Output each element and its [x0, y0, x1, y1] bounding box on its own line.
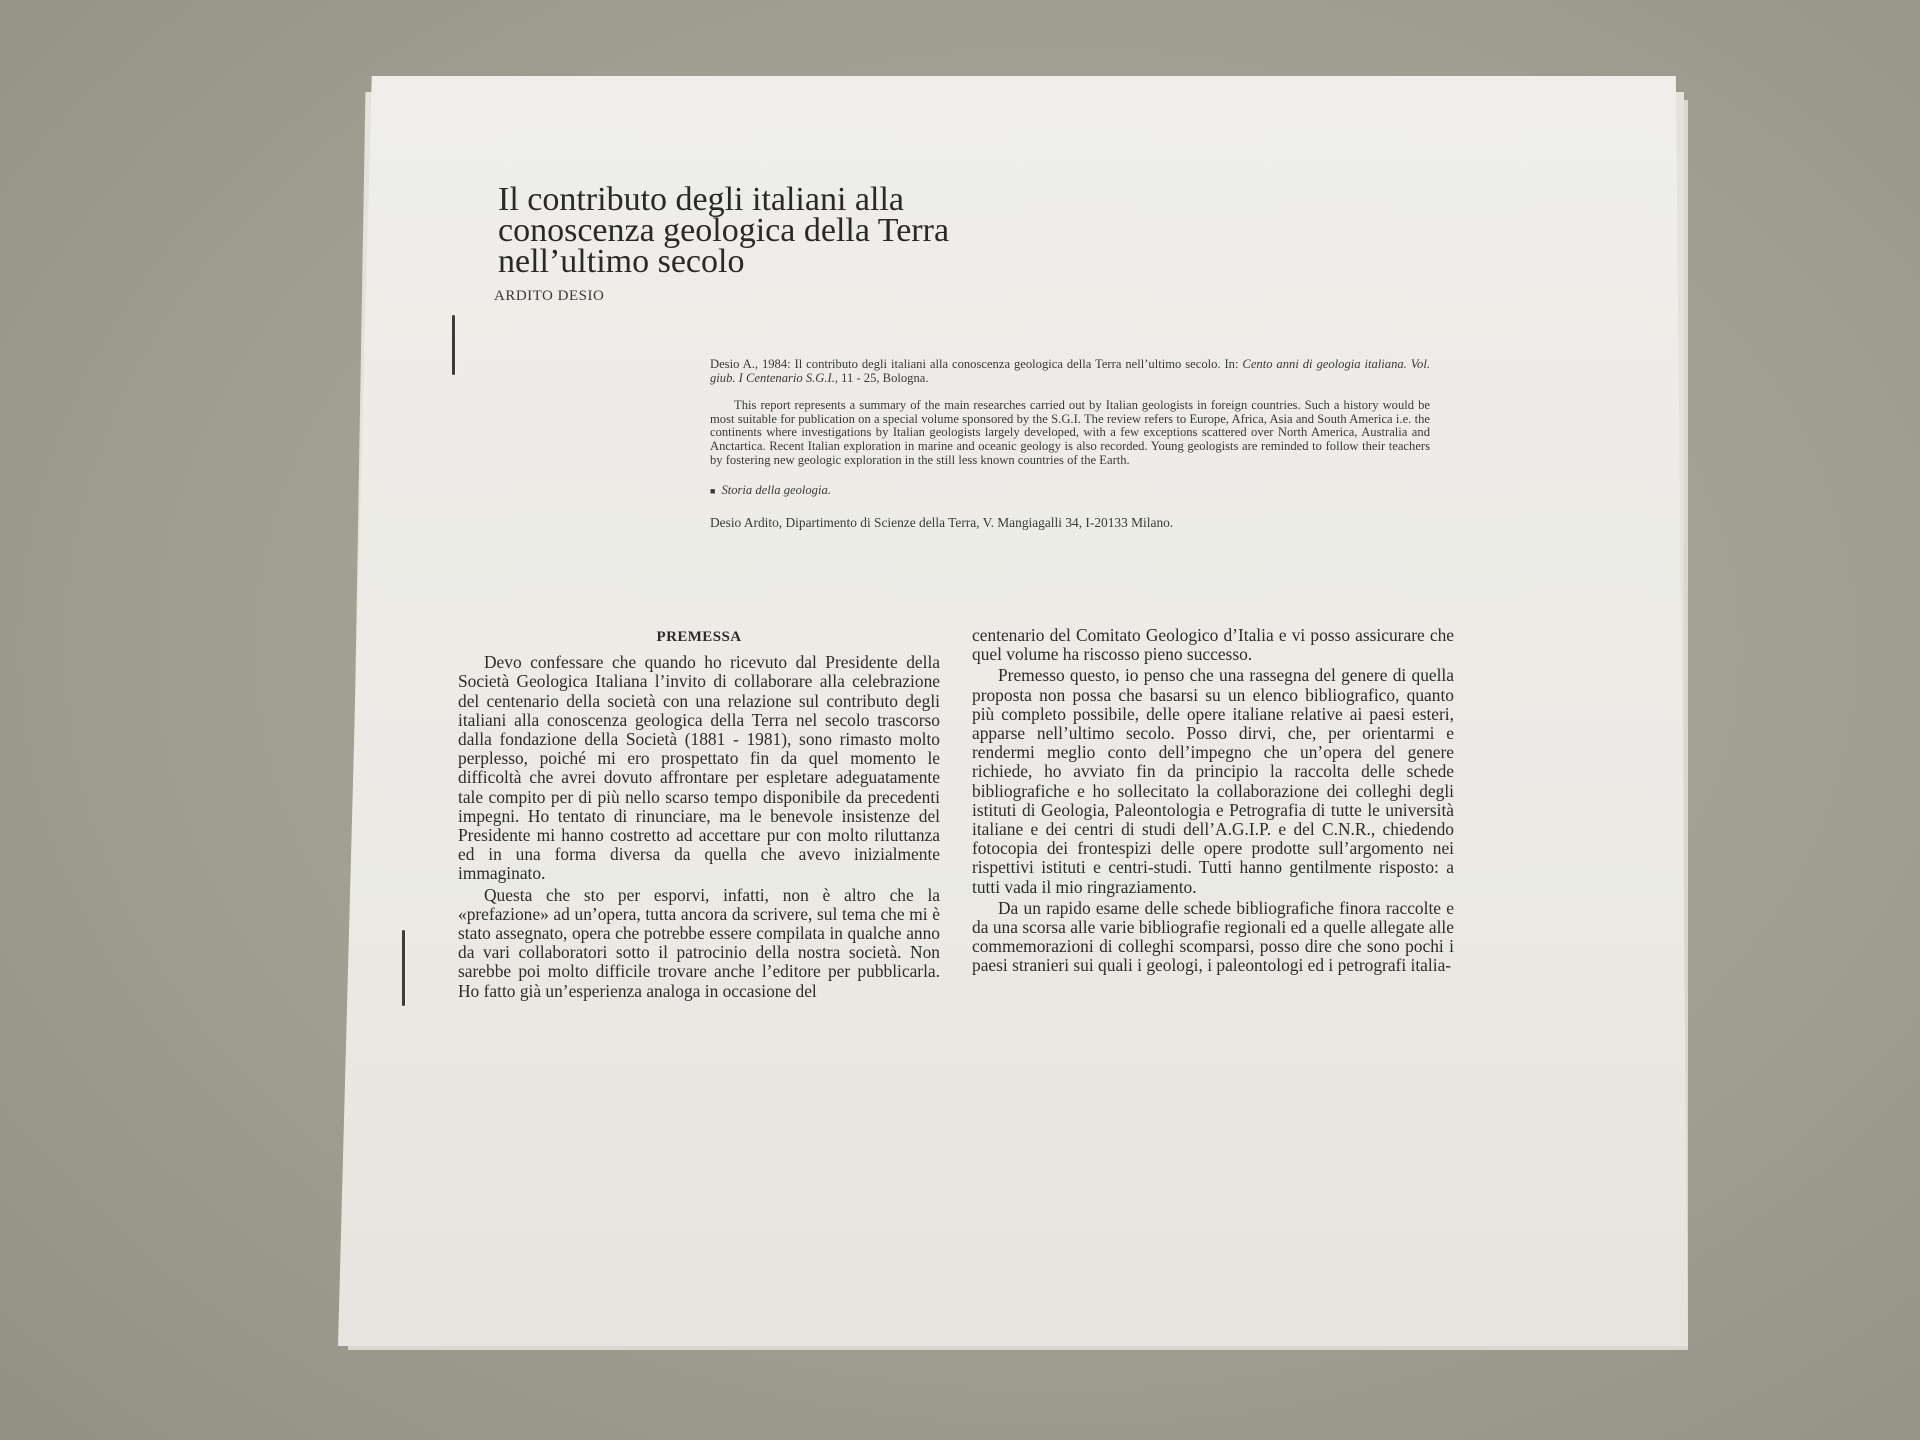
article-title	[498, 181, 1178, 280]
title-line: nell’ultimo secolo	[498, 243, 745, 280]
author-address: Desio Ardito, Dipartimento di Scienze della Terra, V. Mangiagalli 34, I-20133 Milano.	[710, 514, 1174, 530]
paragraph: centenario del Comitato Geologico d’Italia e vi posso assicurare che quel volume ha riscosso pieno successo.	[972, 625, 1454, 665]
paragraph: Premesso questo, io penso che una rassegna del genere di quella proposta non possa che basarsi su un elenco bibliografico, quanto più completo possibile, delle opere italiane relative ai paesi esteri, apparse nell’ultimo secolo. Posso dirvi, che, per orientarmi e rendermi meglio conto dell’impegno che un’opera del genere richiede, ho avviato fin da principio la raccolta delle schede bibliografiche e ho sollecitato la collaborazione dei colleghi degli istituti di Geologia, Paleontologia e Petrografia di tutte le università italiane e dei centri di studi dell’A.G.I.P. e del C.N.R., chiedendo fotocopia dei frontespizi delle opere prodotte sull’argomento nei rispettivi istituti e centri-studi. Tutti hanno gentilmente risposto: a tutti vada il mio ringraziamento.	[972, 665, 1454, 897]
section-heading: PREMESSA	[656, 629, 742, 645]
staple-bottom	[402, 930, 405, 1006]
citation	[710, 358, 1430, 385]
keyword-line	[710, 484, 1430, 499]
article-author: ARDITO DESIO	[494, 288, 605, 304]
staple-top	[452, 315, 455, 375]
title-line: conoscenza geologica della Terra	[498, 212, 950, 249]
paragraph: Questa che sto per esporvi, infatti, non è altro che la «prefazione» ad un’opera, tutta ancora da scrivere, sul tema che mi è stato assegnato, opera che potrebbe essere compilata in qualche anno da vari collaboratori sotto il patrocinio della nostra società. Non sarebbe poi molto difficile trovare anche l’editore per pubblicarla. Ho fatto già un’esperienza analoga in occasione del	[458, 884, 940, 1001]
body-column-right	[972, 626, 1454, 976]
english-summary: This report represents a summary of the main researches carried out by Italian geologists in foreign countries. Such a history would be most suitable for publication on a special volume sponsored by the S.G.I. The review refers to Europe, Africa, Asia and South America i.e. the continents where investigations by Italian geologists largely developed, with a few exceptions scattered over North America, Australia and Anctartica. Recent Italian exploration in marine and oceanic geology is also recorded. Young geologists are reminded to follow their teachers by fostering new geologic exploration in the still less known countries of the Earth.	[710, 398, 1430, 467]
keyword: Storia della geologia.	[721, 483, 831, 498]
citation-text: Desio A., 1984: Il contributo degli italiani alla conoscenza geologica della Terra nell’ultimo secolo. In:	[710, 357, 1243, 371]
paragraph: Devo confessare che quando ho ricevuto dal Presidente della Società Geologica Italiana l’invito di collaborare alla celebrazione del centenario della società con una relazione sul contributo degli italiani alla conoscenza geologica della Terra nel secolo trascorso dalla fondazione della Società (1881 - 1981), sono rimasto molto perplesso, poiché mi ero prospettato fin da quel momento le difficoltà che avrei dovuto affrontare per espletare adeguatamente tale compito per di più nello scarso tempo disponibile da precedenti impegni. Ho tentato di rinunciare, ma le benevole insistenze del Presidente mi hanno costretto ad accettare pur con molto riluttanza ed in una forma diversa da quella che avevo inizialmente immaginato.	[458, 652, 940, 884]
keyword-bullet: ■	[710, 486, 716, 497]
body-column-left	[458, 628, 940, 1001]
abstract-block	[710, 358, 1430, 529]
citation-source: Cento anni di geologia italiana. Vol. giub. I Centenario S.G.I.	[710, 357, 1430, 385]
paragraph: Da un rapido esame delle schede bibliografiche finora raccolte e da una scorsa alle varie bibliografie regionali ed a quelle allegate alle commemorazioni di colleghi scomparsi, posso dire che sono pochi i paesi stranieri sui quali i geologi, i paleontologi ed i petrografi italia-	[972, 897, 1454, 976]
title-line: Il contributo degli italiani alla	[498, 181, 904, 218]
citation-pages: , 11 - 25, Bologna.	[834, 370, 929, 385]
